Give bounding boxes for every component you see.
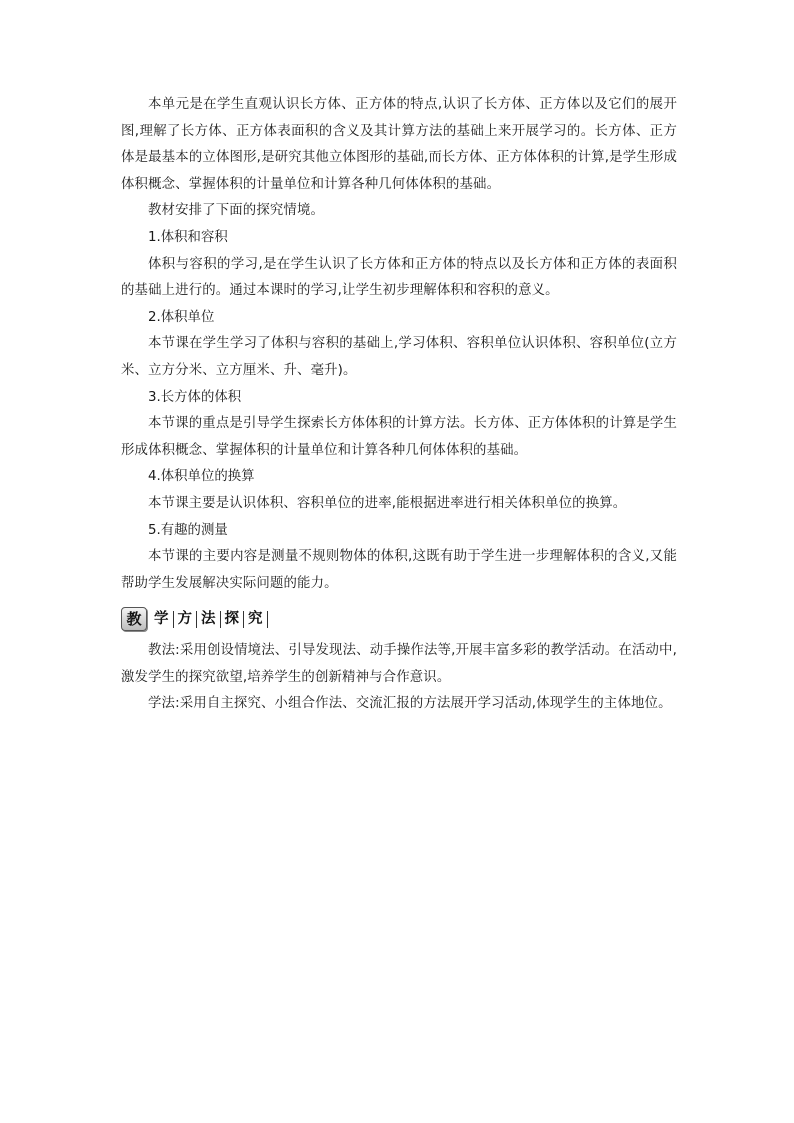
topic-body: 本节课在学生学习了体积与容积的基础上,学习体积、容积单位认识体积、容积单位(立方米、立方分米、立方厘米、升、毫升)。 <box>121 336 677 378</box>
section-badge: 教 <box>121 607 147 631</box>
method-section-heading <box>121 604 677 634</box>
section-title-char: 法 <box>197 611 221 628</box>
section-title-char: 探 <box>221 611 245 628</box>
section-title-char: 究 <box>244 611 268 628</box>
intro-paragraph: 本单元是在学生直观认识长方体、正方体的特点,认识了长方体、正方体以及它们的展开图,理解了长方体、正方体表面积的含义及其计算方法的基础上来开展学习的。长方体、正方体是最基本的立体图形,是研究其他立体图形的基础,而长方体、正方体体积的计算,是学生形成体积概念、掌握体积的计量单位和计算各种几何体体积的基础。 <box>121 97 677 192</box>
topic-body: 本节课主要是认识体积、容积单位的进率,能根据进率进行相关体积单位的换算。 <box>148 495 627 511</box>
topic-body: 本节课的主要内容是测量不规则物体的体积,这既有助于学生进一步理解体积的含义,又能帮助学生发展解决实际问题的能力。 <box>121 549 677 591</box>
document-page <box>121 92 677 718</box>
learning-method-paragraph: 学法:采用自主探究、小组合作法、交流汇报的方法展开学习活动,体现学生的主体地位。 <box>148 696 672 712</box>
topic-heading: 2.体积单位 <box>148 309 215 325</box>
topic-heading: 4.体积单位的换算 <box>148 469 255 485</box>
teaching-method-paragraph: 教法:采用创设情境法、引导发现法、动手操作法等,开展丰富多彩的教学活动。在活动中,激发学生的探究欲望,培养学生的创新精神与合作意识。 <box>121 643 677 685</box>
topic-heading: 5.有趣的测量 <box>148 522 228 538</box>
section-title-char: 学 <box>154 611 174 628</box>
section-title-char: 方 <box>174 611 198 628</box>
topic-heading: 3.长方体的体积 <box>148 389 242 405</box>
topic-body: 本节课的重点是引导学生探索长方体体积的计算方法。长方体、正方体体积的计算是学生形成体积概念、掌握体积的计量单位和计算各种几何体体积的基础。 <box>121 416 677 458</box>
topic-heading: 1.体积和容积 <box>148 229 228 245</box>
intro-lead-in: 教材安排了下面的探究情境。 <box>148 203 325 219</box>
topic-body: 体积与容积的学习,是在学生认识了长方体和正方体的特点以及长方体和正方体的表面积的基础上进行的。通过本课时的学习,让学生初步理解体积和容积的意义。 <box>121 256 677 299</box>
section-title <box>154 611 268 628</box>
